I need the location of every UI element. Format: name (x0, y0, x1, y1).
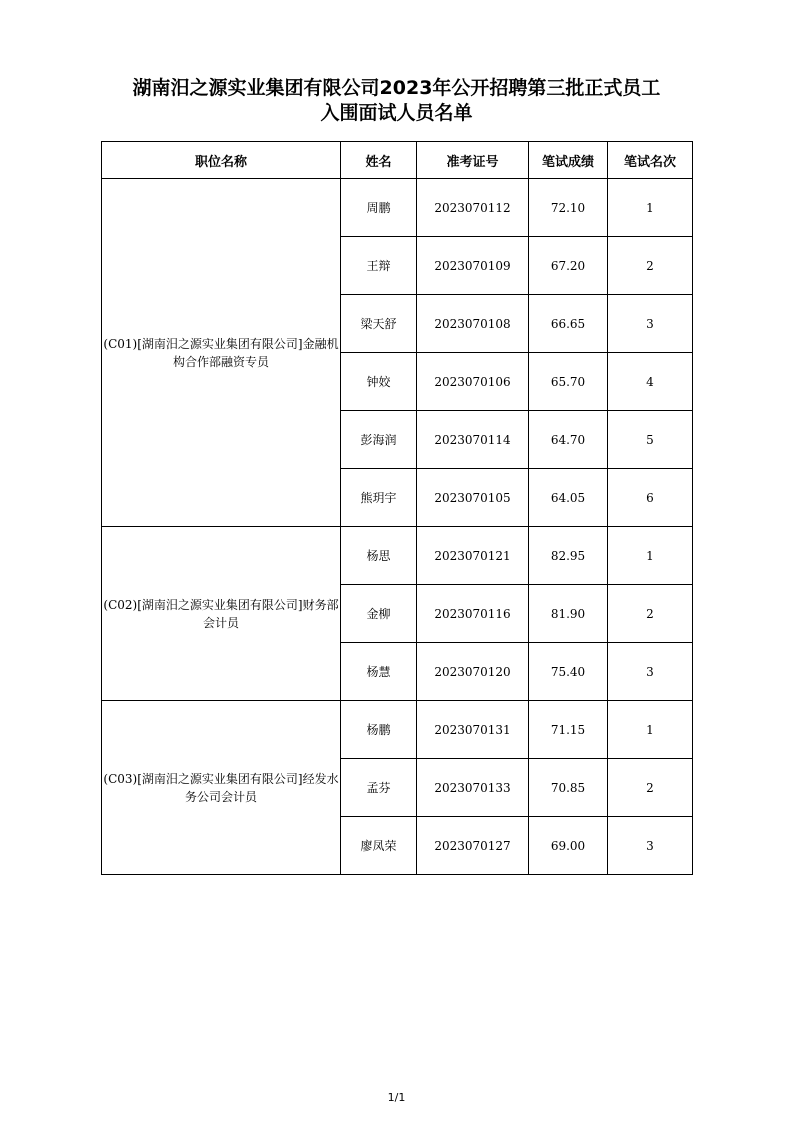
header-score: 笔试成绩 (529, 142, 608, 179)
written-score: 64.05 (529, 469, 608, 527)
written-score: 65.70 (529, 353, 608, 411)
written-score: 67.20 (529, 237, 608, 295)
written-score: 71.15 (529, 701, 608, 759)
table-row (102, 701, 693, 759)
written-rank: 2 (608, 759, 693, 817)
title-line-2: 入围面试人员名单 (320, 102, 473, 124)
position-cell-c02: (C02)[湖南汨之源实业集团有限公司]财务部 会计员 (102, 527, 341, 701)
exam-id: 2023070106 (417, 353, 529, 411)
candidate-name: 彭海润 (341, 411, 417, 469)
exam-id: 2023070133 (417, 759, 529, 817)
document-title (0, 76, 793, 126)
written-score: 69.00 (529, 817, 608, 875)
exam-id: 2023070131 (417, 701, 529, 759)
exam-id: 2023070109 (417, 237, 529, 295)
written-score: 72.10 (529, 179, 608, 237)
written-score: 66.65 (529, 295, 608, 353)
written-rank: 2 (608, 585, 693, 643)
exam-id: 2023070112 (417, 179, 529, 237)
table-row (102, 179, 693, 237)
candidate-name: 金柳 (341, 585, 417, 643)
candidate-name: 钟姣 (341, 353, 417, 411)
written-score: 82.95 (529, 527, 608, 585)
candidate-name: 孟芬 (341, 759, 417, 817)
exam-id: 2023070120 (417, 643, 529, 701)
written-rank: 2 (608, 237, 693, 295)
candidate-name: 杨慧 (341, 643, 417, 701)
header-position: 职位名称 (102, 142, 341, 179)
title-line-1: 湖南汨之源实业集团有限公司2023年公开招聘第三批正式员工 (132, 77, 661, 99)
written-score: 64.70 (529, 411, 608, 469)
exam-id: 2023070121 (417, 527, 529, 585)
written-rank: 3 (608, 643, 693, 701)
written-rank: 3 (608, 295, 693, 353)
header-name: 姓名 (341, 142, 417, 179)
written-rank: 3 (608, 817, 693, 875)
exam-id: 2023070105 (417, 469, 529, 527)
candidate-name: 王辩 (341, 237, 417, 295)
table-row (102, 527, 693, 585)
candidate-name: 杨思 (341, 527, 417, 585)
written-score: 70.85 (529, 759, 608, 817)
candidate-name: 梁天舒 (341, 295, 417, 353)
position-cell-c03: (C03)[湖南汨之源实业集团有限公司]经发水务公司会计员 (102, 701, 341, 875)
exam-id: 2023070114 (417, 411, 529, 469)
written-rank: 5 (608, 411, 693, 469)
written-rank: 6 (608, 469, 693, 527)
candidate-table (101, 141, 693, 875)
exam-id: 2023070116 (417, 585, 529, 643)
written-rank: 1 (608, 527, 693, 585)
header-rank: 笔试名次 (608, 142, 693, 179)
candidate-name: 熊玥宇 (341, 469, 417, 527)
written-rank: 1 (608, 179, 693, 237)
header-exam-id: 准考证号 (417, 142, 529, 179)
exam-id: 2023070127 (417, 817, 529, 875)
written-rank: 1 (608, 701, 693, 759)
table-header-row (102, 142, 693, 179)
page-number: 1/1 (387, 1091, 406, 1104)
written-score: 81.90 (529, 585, 608, 643)
exam-id: 2023070108 (417, 295, 529, 353)
written-score: 75.40 (529, 643, 608, 701)
candidate-name: 杨鹏 (341, 701, 417, 759)
candidate-name: 廖凤荣 (341, 817, 417, 875)
position-cell-c01: (C01)[湖南汨之源实业集团有限公司]金融机构合作部融资专员 (102, 179, 341, 527)
written-rank: 4 (608, 353, 693, 411)
candidate-name: 周鹏 (341, 179, 417, 237)
